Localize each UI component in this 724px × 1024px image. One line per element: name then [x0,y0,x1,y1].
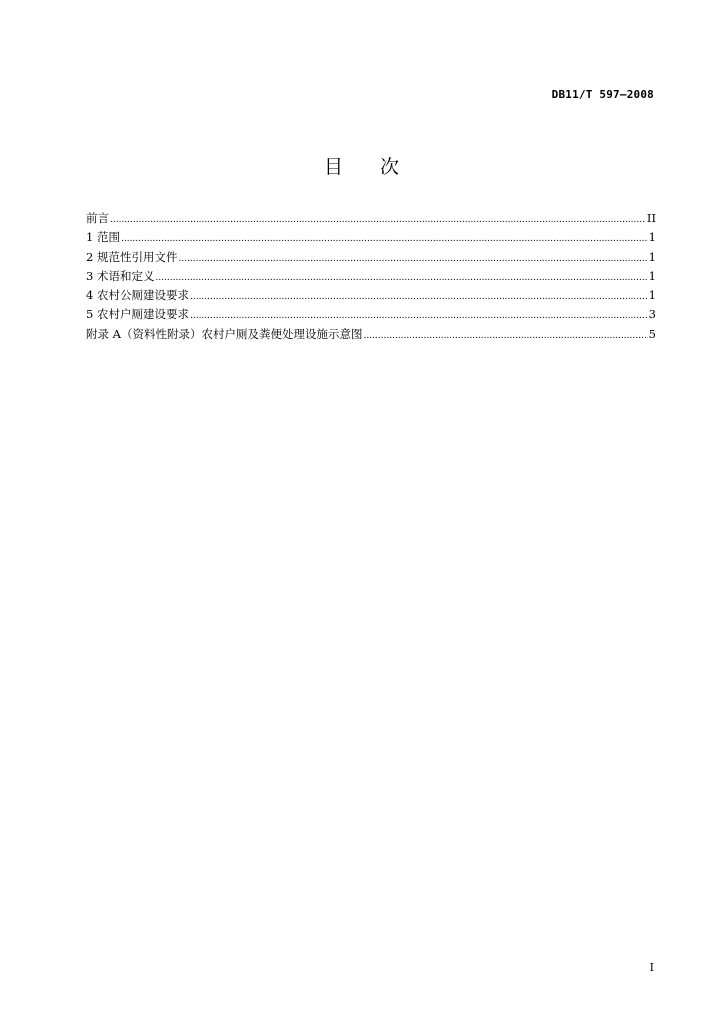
toc-list [86,209,656,344]
toc-entry-public-toilet-requirements[interactable] [86,286,656,305]
toc-entry-page: 5 [648,326,656,341]
toc-entry-appendix-a[interactable] [86,325,656,344]
toc-dot-leader [110,211,646,230]
toc-entry-scope[interactable] [86,228,656,247]
toc-dot-leader [363,327,647,346]
toc-entry-page: 1 [648,268,656,283]
toc-entry-label: 附录 A（资料性附录）农村户厕及粪便处理设施示意图 [86,326,363,341]
toc-entry-page: 3 [648,307,656,322]
toc-entry-label: 2 规范性引用文件 [86,249,178,264]
toc-title-part1: 目 [323,156,344,178]
toc-entry-page: 1 [648,230,656,245]
toc-entry-normative-references[interactable] [86,248,656,267]
toc-title-part2: 次 [380,156,401,178]
toc-entry-page: 1 [648,249,656,264]
toc-dot-leader [121,230,648,249]
toc-dot-leader [178,250,647,269]
toc-entry-label: 4 农村公厕建设要求 [86,288,189,303]
toc-entry-page: II [646,211,656,225]
page-number: I [649,961,654,974]
toc-entry-label: 3 术语和定义 [86,268,155,283]
toc-entry-page: 1 [648,288,656,303]
toc-entry-label: 前言 [86,211,109,225]
toc-entry-foreword[interactable] [86,209,656,228]
toc-dot-leader [190,288,648,307]
toc-entry-household-toilet-requirements[interactable] [86,305,656,324]
document-code: DB11/T 597—2008 [551,88,654,101]
toc-entry-label: 5 农村户厕建设要求 [86,307,189,322]
toc-dot-leader [155,269,647,288]
toc-entry-label: 1 范围 [86,230,120,245]
toc-title [0,152,724,179]
toc-entry-terms-definitions[interactable] [86,267,656,286]
